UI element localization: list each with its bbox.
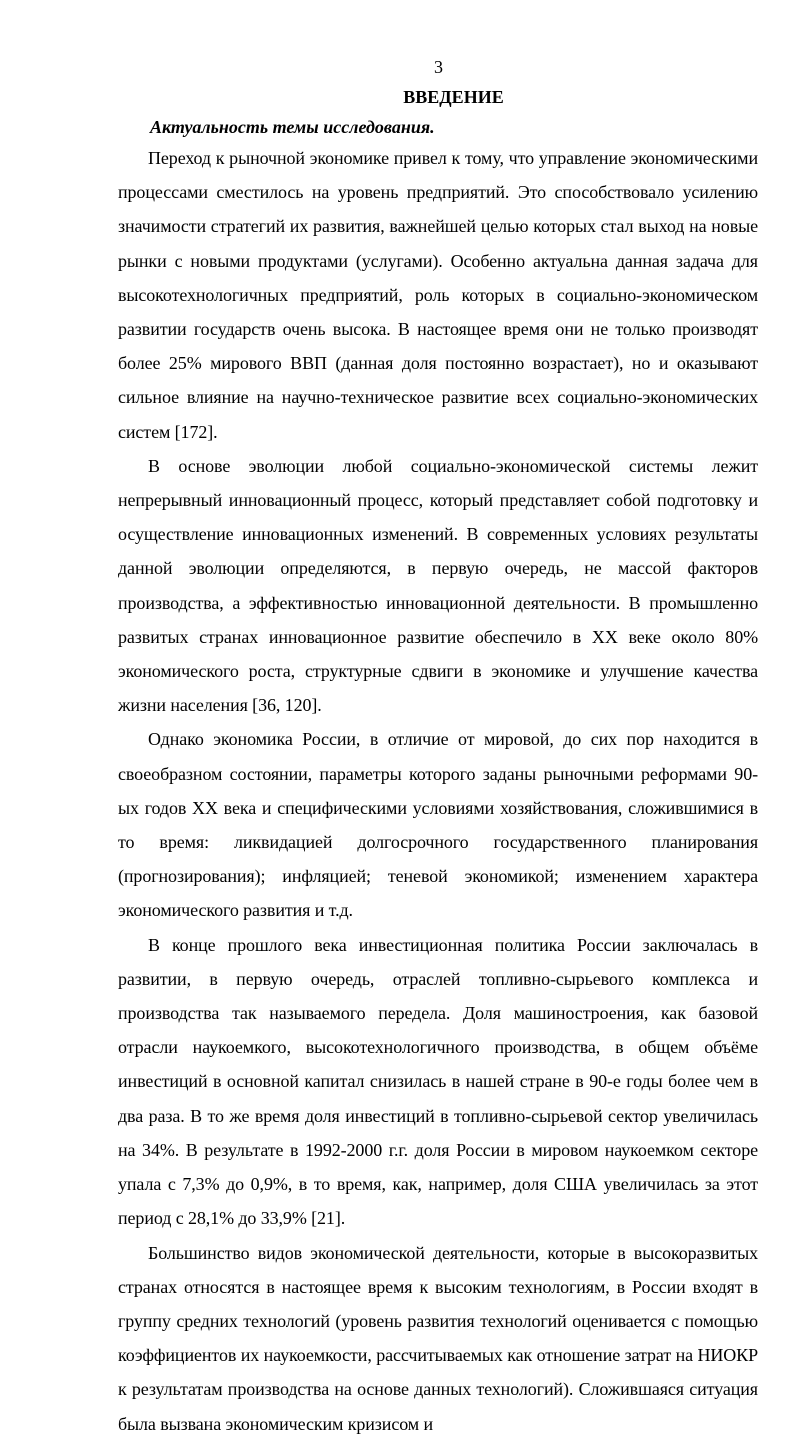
page-number: 3 (434, 57, 443, 77)
paragraph-4: В конце прошлого века инвестиционная политика России заключалась в развитии, в первую очередь, отраслей топливно-сырьевого комплекса и производства так называемого передела. Доля машиностроения, как базовой отрасли наукоемкого, высокотехнологичного производства, в общем объёме инвестиций в основной капитал снизилась в нашей стране в 90-е годы более чем в два раза. В то же время доля инвестиций в топливно-сырьевой сектор увеличилась на 34%. В результате в 1992-2000 г.г. доля России в мировом наукоемком секторе упала с 7,3% до 0,9%, в то время, как, например, доля США увеличилась за этот период с 28,1% до 33,9% [21]. (118, 934, 758, 1229)
section-subtitle: Актуальность темы исследования. (150, 117, 435, 137)
paragraph-5: Большинство видов экономической деятельности, которые в высокоразвитых странах относятся в настоящее время к высоким технологиям, в России входят в группу средних технологий (уровень развития технологий оценивается с помощью коэффициентов их наукоемкости, рассчитываемых как отношение затрат на НИОКР к результатам производства на основе данных технологий). Сложившаяся ситуация была вызвана экономическим кризисом и (118, 1242, 758, 1434)
body-text (118, 141, 758, 1441)
paragraph-2: В основе эволюции любой социально-экономической системы лежит непрерывный инновационный процесс, который представляет собой подготовку и осуществление инновационных изменений. В современных условиях результаты данной эволюции определяются, в первую очередь, не массой факторов производства, а эффективностью инновационной деятельности. В промышленно развитых странах инновационное развитие обеспечило в XX веке около 80% экономического роста, структурные сдвиги в экономике и улучшение качества жизни населения [36, 120]. (118, 455, 758, 716)
paragraph-1: Переход к рыночной экономике привел к тому, что управление экономическими процессами сместилось на уровень предприятий. Это способствовало усилению значимости стратегий их развития, важнейшей целью которых стал выход на новые рынки с новыми продуктами (услугами). Особенно актуальна данная задача для высокотехнологичных предприятий, роль которых в социально-экономическом развитии государств очень высока. В настоящее время они не только производят более 25% мирового ВВП (данная доля постоянно возрастает), но и оказывают сильное влияние на научно-техническое развитие всех социально-экономических систем [172]. (118, 148, 758, 442)
chapter-title: ВВЕДЕНИЕ (403, 87, 504, 107)
paragraph-3: Однако экономика России, в отличие от мировой, до сих пор находится в своеобразном состоянии, параметры которого заданы рыночными реформами 90-ых годов XX века и специфическими условиями хозяйствования, сложившимися в то время: ликвидацией долгосрочного государственного планирования (прогнозирования); инфляцией; теневой экономикой; изменением характера экономического развития и т.д. (118, 729, 758, 921)
